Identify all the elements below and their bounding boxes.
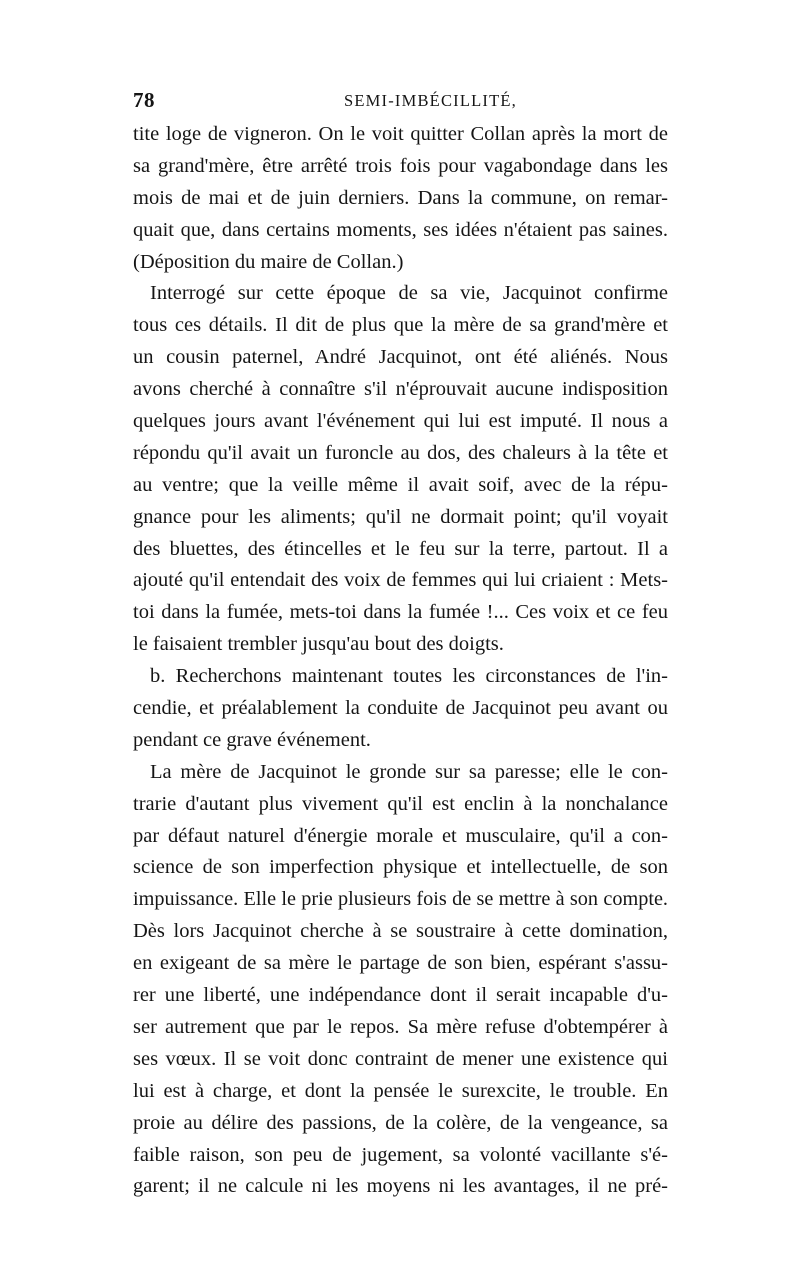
text-line: avons cherché à connaître s'il n'éprouvait aucune indisposition: [133, 378, 668, 401]
text-line: par défaut naturel d'énergie morale et musculaire, qu'il a con-: [133, 824, 668, 847]
text-line: ser autrement que par le repos. Sa mère refuse d'obtempérer à: [133, 1015, 668, 1038]
text-line: au ventre; que la veille même il avait soif, avec de la répu-: [133, 473, 668, 496]
text-line: impuissance. Elle le prie plusieurs fois de se mettre à son compte.: [133, 888, 668, 911]
running-title: SEMI-IMBÉCILLITÉ,: [343, 91, 517, 110]
text-line: Dès lors Jacquinot cherche à se soustraire à cette domination,: [133, 920, 668, 943]
text-line: trarie d'autant plus vivement qu'il est enclin à la nonchalance: [133, 792, 668, 815]
text-line: toi dans la fumée, mets-toi dans la fumée !... Ces voix et ce feu: [133, 601, 668, 624]
text-line: cendie, et préalablement la conduite de Jacquinot peu avant ou: [133, 697, 668, 720]
text-line: quait que, dans certains moments, ses idées n'étaient pas saines.: [133, 218, 668, 241]
text-line: rer une liberté, une indépendance dont il serait incapable d'u-: [133, 984, 668, 1007]
text-line: tous ces détails. Il dit de plus que la mère de sa grand'mère et: [133, 314, 668, 337]
text-line: tite loge de vigneron. On le voit quitter Collan après la mort de: [133, 123, 668, 145]
body-text: [133, 119, 668, 1203]
text-line: répondu qu'il avait un furoncle au dos, des chaleurs à la tête et: [133, 441, 668, 464]
text-line: faible raison, son peu de jugement, sa volonté vacillante s'é-: [133, 1143, 668, 1166]
text-line: en exigeant de sa mère le partage de son bien, espérant s'assu-: [133, 952, 668, 975]
text-line: un cousin paternel, André Jacquinot, ont été aliénés. Nous: [133, 346, 668, 369]
text-line: sa grand'mère, être arrêté trois fois pour vagabondage dans les: [133, 154, 668, 177]
text-line: des bluettes, des étincelles et le feu sur la terre, partout. Il a: [133, 537, 668, 560]
text-line: proie au délire des passions, de la colère, de la vengeance, sa: [133, 1111, 668, 1134]
text-line: ses vœux. Il se voit donc contraint de mener une existence qui: [133, 1047, 668, 1070]
page-number: 78: [133, 88, 155, 112]
text-line: quelques jours avant l'événement qui lui est imputé. Il nous a: [133, 410, 668, 433]
text-line: pendant ce grave événement.: [133, 728, 371, 751]
text-line: Interrogé sur cette époque de sa vie, Jacquinot confirme: [150, 282, 668, 305]
text-line: (Déposition du maire de Collan.): [133, 250, 404, 273]
text-line: gnance pour les aliments; qu'il ne dormait point; qu'il voyait: [133, 505, 668, 528]
text-line: science de son imperfection physique et intellectuelle, de son: [133, 856, 668, 879]
text-line: b. Recherchons maintenant toutes les circonstances de l'in-: [150, 665, 668, 688]
page-header: [133, 88, 668, 118]
text-line: garent; il ne calcule ni les moyens ni les avantages, il ne pré-: [133, 1175, 668, 1198]
text-line: le faisaient trembler jusqu'au bout des doigts.: [133, 633, 504, 656]
text-line: lui est à charge, et dont la pensée le surexcite, le trouble. En: [133, 1079, 668, 1102]
text-line: ajouté qu'il entendait des voix de femmes qui lui criaient : Mets-: [133, 569, 668, 592]
text-line: mois de mai et de juin derniers. Dans la commune, on remar-: [133, 186, 668, 209]
text-line: La mère de Jacquinot le gronde sur sa paresse; elle le con-: [150, 760, 668, 783]
